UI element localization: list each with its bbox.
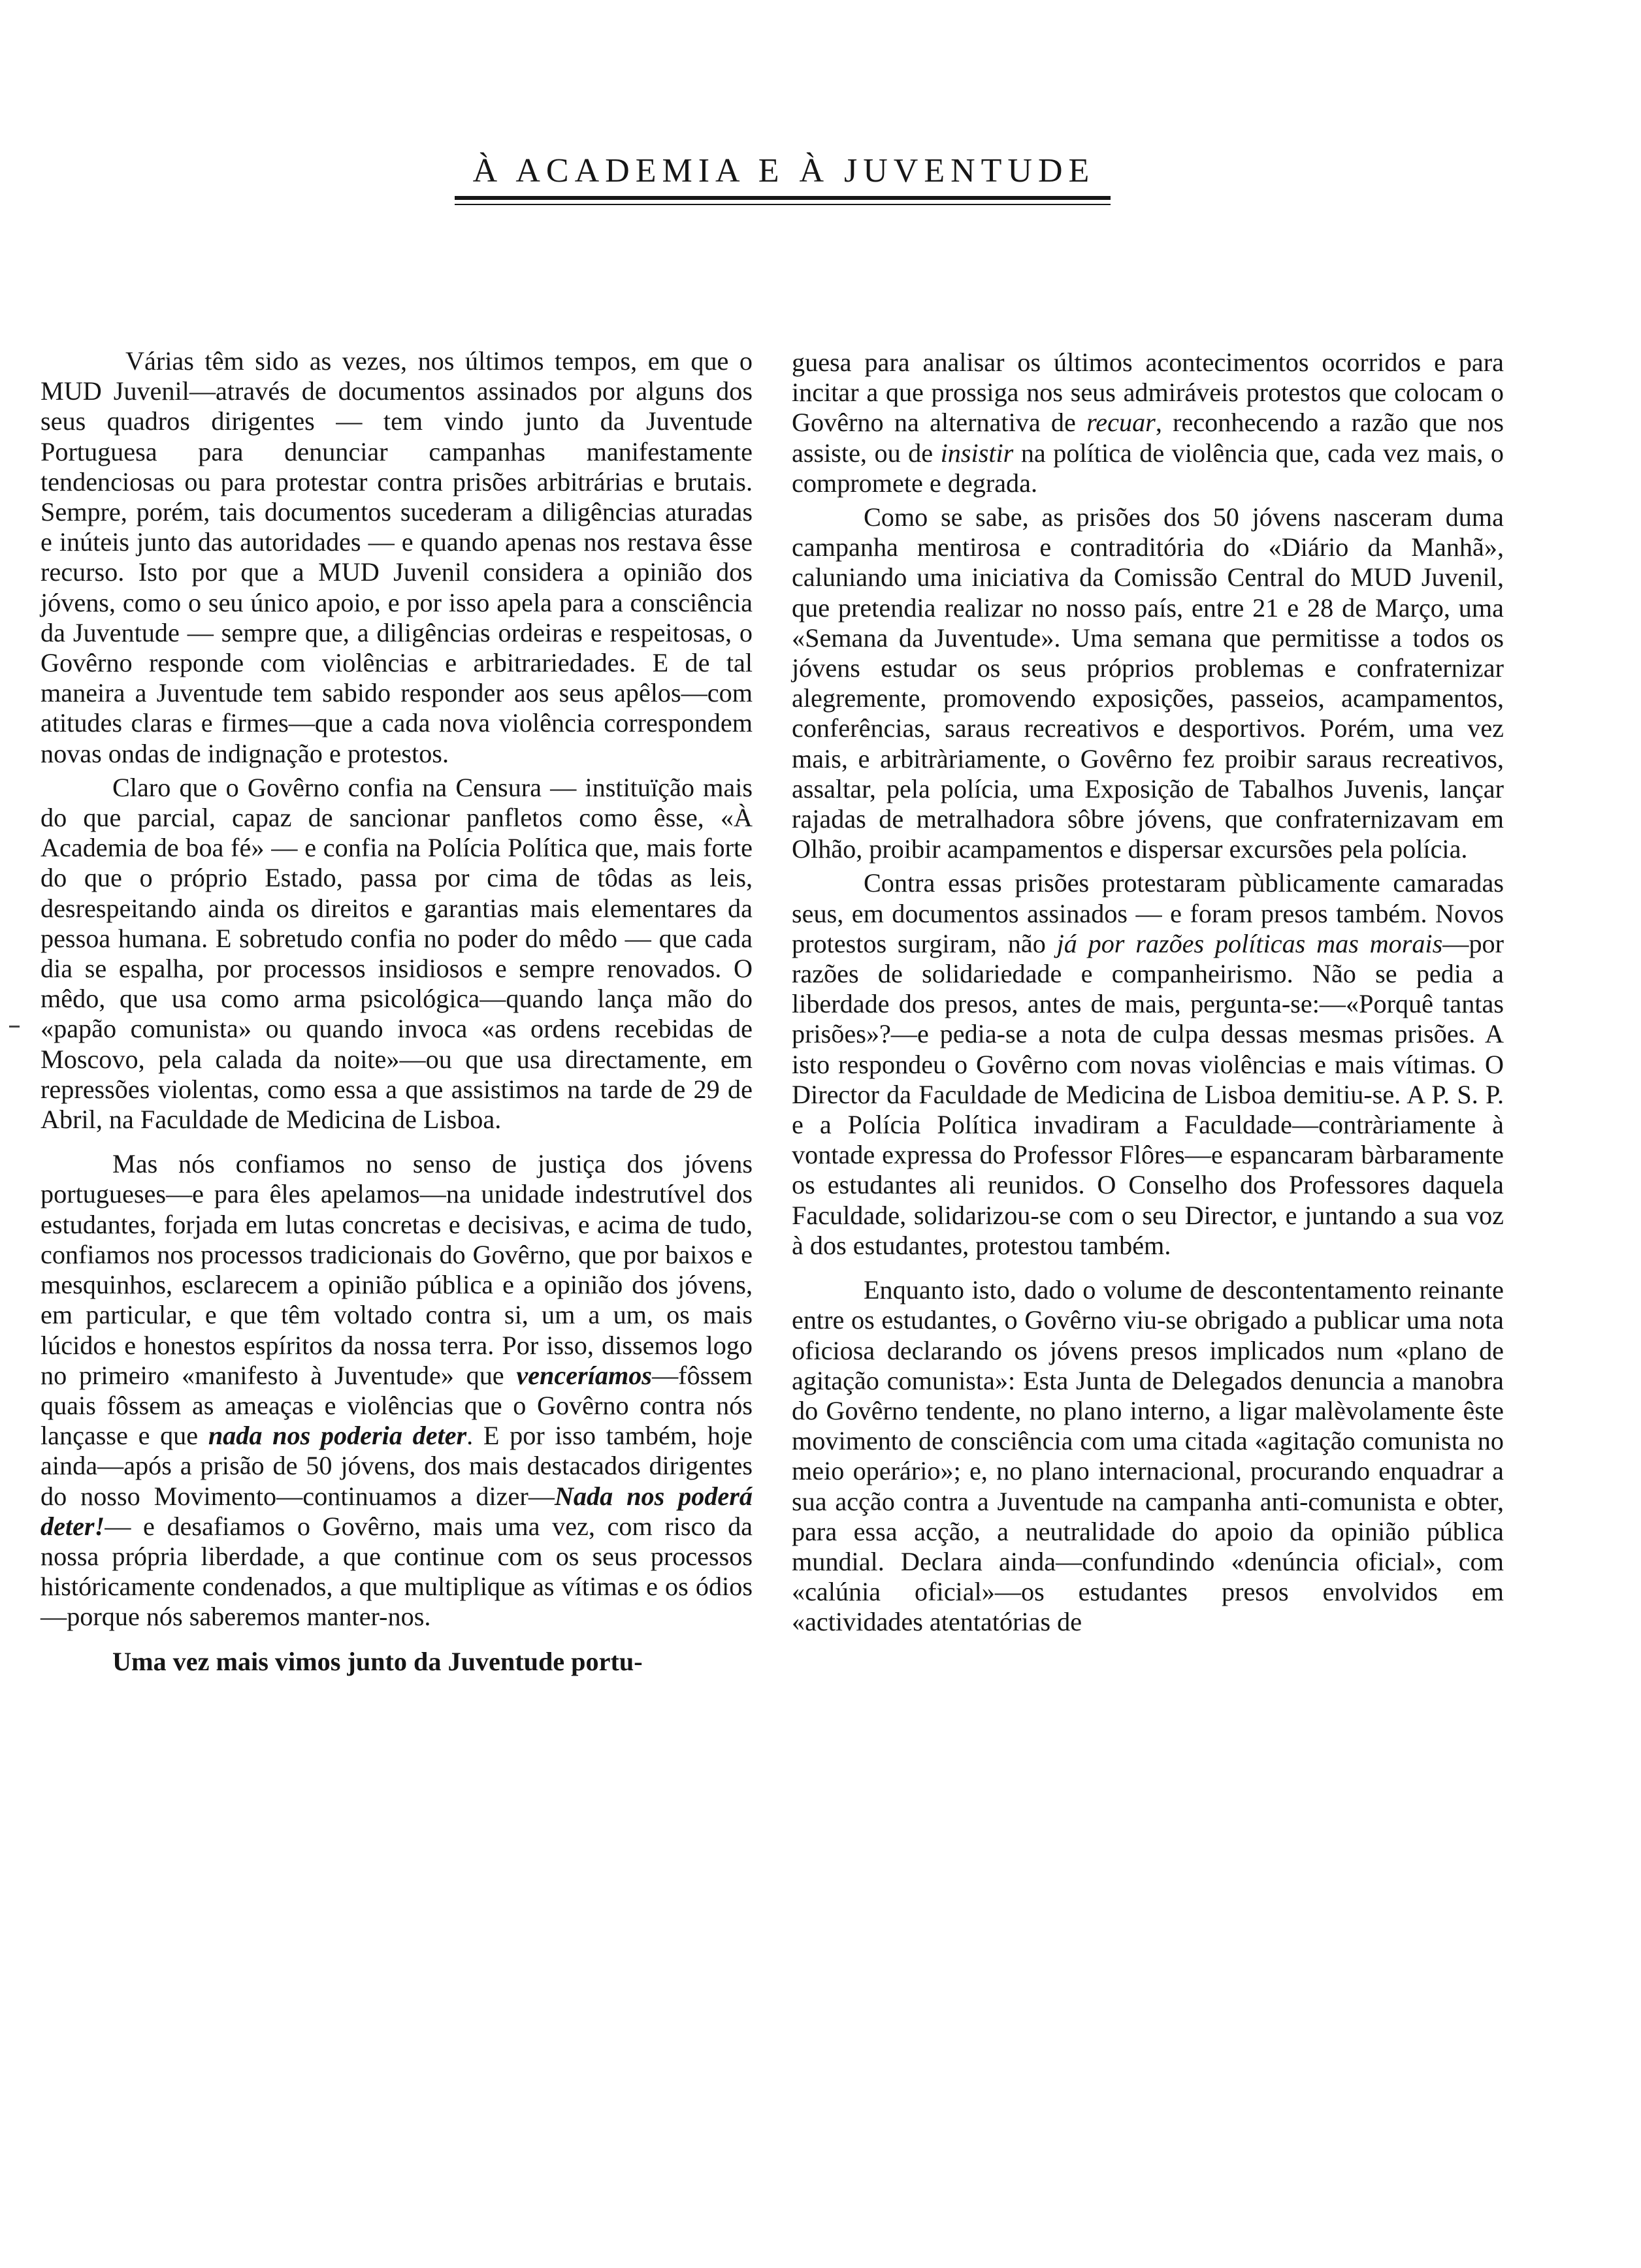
paragraph: Uma vez mais vimos junto da Juventude portu-: [112, 1646, 643, 1676]
paragraph: Claro que o Govêrno confia na Censura — instituïção mais do que parcial, capaz de sancionar panfletos como êsse, «À Academia de boa fé» — e confia na Polícia Política que, mais forte do que o próprio Estado, passa por cima de tôdas as leis, desrespeitando ainda os direitos e garantias mais elementares da pessoa humana. E sobretudo confia no poder do mêdo — que cada dia se espalha, por processos insidiosos e sempre renovados. O mêdo, que usa como arma psicológica—quando lança mão do «papão comunista» ou quando invoca «as ordens recebidas de Moscovo, pela calada da noite»—ou que usa directamente, em repressões violentas, como essa a que assistimos na tarde de 29 de Abril, na Faculdade de Medicina de Lisboa.: [41, 772, 753, 1135]
text-run: —fôssem quais fôssem as ameaças e violências que o Govêrno contra nós lançasse e que: [41, 1360, 753, 1451]
emphasis-text: insistir: [940, 438, 1014, 468]
text-run: Mas nós confiamos no senso de justiça dos jóvens portugueses—e para êles apelamos—na unidade indestrutível dos estudantes, forjada em lutas concretas e decisivas, e acima de tudo, confiamos nos processos tradicionais do Govêrno, que por baixos e mesquinhos, esclarecem a opinião pública e a opinião dos jóvens, em particular, e que têm voltado contra si, um a um, os mais lúcidos e honestos espíritos da nossa terra. Por isso, dissemos logo no primeiro «manifesto à Juventude» que: [41, 1149, 753, 1390]
text-run: , reconhecendo a razão que nos assiste, ou de: [792, 408, 1504, 468]
text-run: . E por isso também, hoje ainda—após a prisão de 50 jóvens, dos mais destacados dirigentes do nosso Movimento—continuamos a dizer—: [41, 1421, 753, 1511]
emphasis-text: nada nos poderia deter: [208, 1421, 467, 1451]
emphasis-text: Nada nos poderá deter!: [41, 1481, 753, 1541]
paragraph: Várias têm sido as vezes, nos últimos tempos, em que o MUD Juvenil—através de documentos assinados por alguns dos seus quadros dirigentes — tem vindo junto da Juventude Portuguesa para denunciar campanhas manifestamente tendenciosas ou para protestar contra prisões arbitrárias e brutais. Sempre, porém, tais documentos sucederam a diligências aturadas e inúteis junto das autoridades — e quando apenas nos restava êsse recurso. Isto por que a MUD Juvenil considera a opinião dos jóvens, como o seu único apoio, e por isso apela para a consciência da Juventude — sempre que, a diligências ordeiras e respeitosas, o Govêrno responde com violências e arbitrariedades. E de tal maneira a Juventude tem sabido responder aos seus apêlos—com atitudes claras e firmes—que a cada nova violência correspondem novas ondas de indignação e protestos.: [41, 346, 753, 768]
left-column: [41, 346, 753, 1677]
paragraph: Como se sabe, as prisões dos 50 jóvens nasceram duma campanha mentirosa e contraditória do «Diário da Manhã», caluniando uma iniciativa da Comissão Central do MUD Juvenil, que pretendia realizar no nosso país, entre 21 e 28 de Março, uma «Semana da Juventude». Uma semana que permitisse a todos os jóvens estudar os seus próprios problemas e confraternizar alegremente, promovendo exposições, passeios, acampamentos, conferências, saraus recreativos e desportivos. Porém, uma vez mais, e arbitràriamente, o Govêrno fez proibir saraus recreativos, assaltar, pela polícia, uma Exposição de Tabalhos Juvenis, lançar rajadas de metralhadora sôbre jóvens, que confraternizavam em Olhão, proibir acampamentos e dispersar excursões pela polícia.: [792, 502, 1504, 864]
page-title: À ACADEMIA E À JUVENTUDE: [472, 152, 1096, 189]
text-run: —por razões de solidariedade e companheirismo. Não se pedia a liberdade dos presos, antes de mais, pergunta-se:—«Porquê tantas prisões»?—e pedia-se a nota de culpa dessas mesmas prisões. A isto respondeu o Govêrno com novas violências e mais vítimas. O Director da Faculdade de Medicina de Lisboa demitiu-se. A P. S. P. e a Polícia Política invadiram a Faculdade—contràriamente à vontade expressa do Professor Flôres—e espancaram bàrbaramente os estudantes ali reunidos. O Conselho dos Professores daquela Faculdade, solidarizou-se com o seu Director, e juntando a sua voz à dos estudantes, protestou também.: [792, 928, 1504, 1260]
paragraph: Enquanto isto, dado o volume de descontentamento reinante entre os estudantes, o Govêrno viu-se obrigado a publicar uma nota oficiosa declarando os jóvens presos implicados num «plano de agitação comunista»: Esta Junta de Delegados denuncia a manobra do Govêrno tendente, no plano interno, a ligar malèvolamente êste movimento de consciência com uma citada «agitação comunista no meio operário»; e, no plano internacional, procurando enquadrar a sua acção contra a Juventude na campanha anti-comunista e obter, para essa acção, a neutralidade do apoio da opinião pública mundial. Declara ainda—confundindo «denúncia oficial», com «calúnia oficial»—os estudantes presos envolvidos em «actividades atentatórias de: [792, 1275, 1504, 1637]
paragraph: [792, 868, 1504, 1261]
text-run: guesa para analisar os últimos acontecimentos ocorridos e para incitar a que prossiga nos seus admiráveis protestos que colocam o Govêrno na alternativa de: [792, 348, 1504, 438]
title-underline-thick: [455, 196, 1111, 200]
paragraph: [41, 1149, 753, 1632]
emphasis-text: já por razões políticas mas morais: [1056, 928, 1443, 958]
margin-mark: [9, 1026, 20, 1028]
text-run: Contra essas prisões protestaram pùblicamente camaradas seus, em documentos assinados — e foram presos também. Novos protestos surgiram, não: [792, 868, 1504, 958]
right-column: [792, 348, 1504, 1638]
emphasis-text: venceríamos: [516, 1360, 652, 1390]
text-run: — e desafiamos o Govêrno, mais uma vez, com risco da nossa própria liberdade, a que continue com os seus processos históricamente condenados, a que multiplique as vítimas e os ódios—porque nós saberemos manter-nos.: [41, 1511, 753, 1632]
emphasis-text: recuar: [1086, 408, 1156, 438]
paragraph: [792, 348, 1504, 498]
text-run: na política de violência que, cada vez mais, o compromete e degrada.: [792, 438, 1504, 498]
title-underline-thin: [455, 204, 1111, 205]
